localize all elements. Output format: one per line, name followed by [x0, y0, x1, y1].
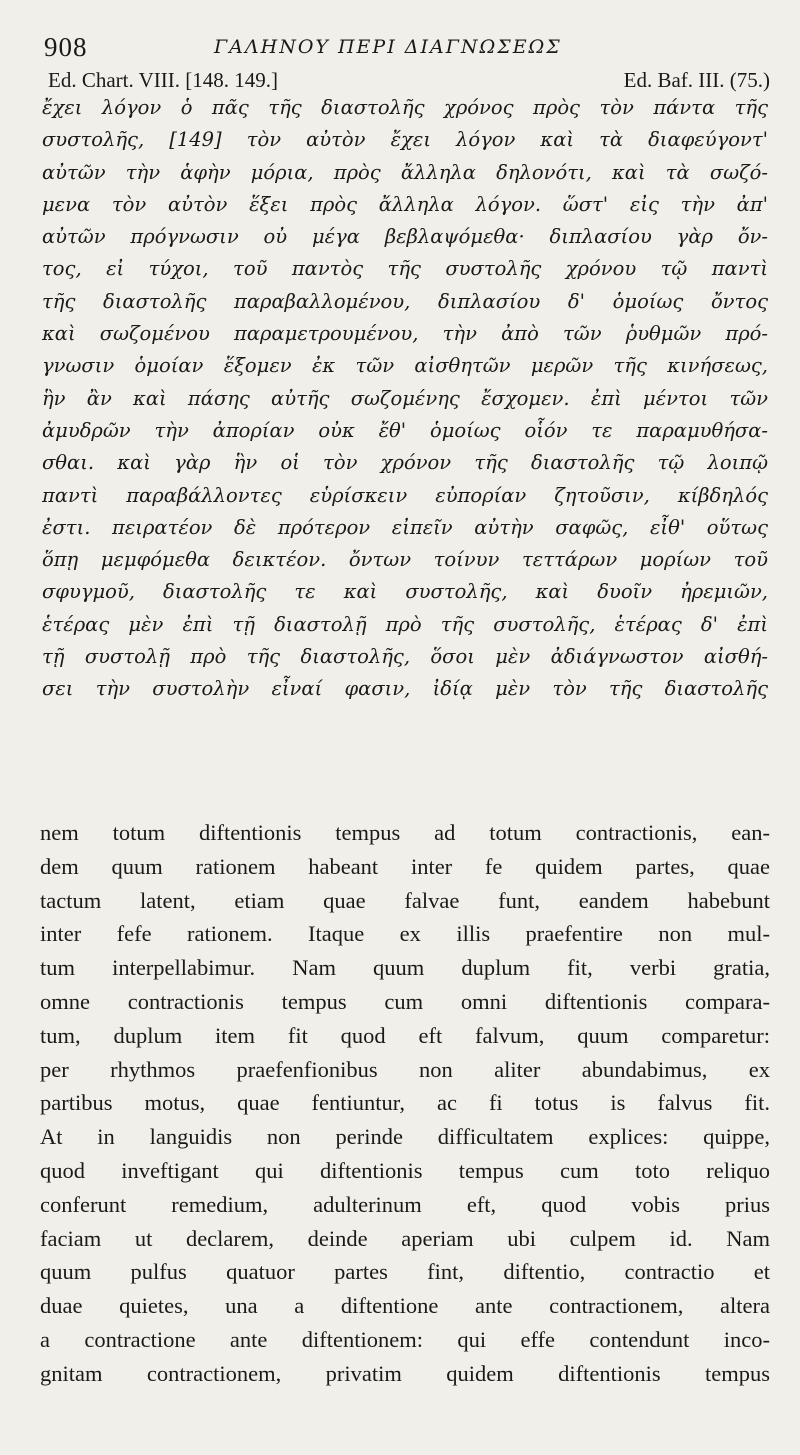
greek-text-block — [36, 92, 768, 706]
latin-text-line: inter fefe rationem. Itaque ex illis praefentire non mul- — [40, 921, 770, 947]
latin-text-line: per rhythmos praefenfionibus non aliter abundabimus, ex — [40, 1056, 770, 1082]
greek-text-line: σθαι. καὶ γὰρ ἣν οἱ τὸν χρόνον τῆς διαστολῆς τῷ λοιπῷ — [42, 451, 768, 475]
greek-text-line: σει τὴν συστολὴν εἶναί φασιν, ἰδίᾳ μὲν τὸν τῆς διαστολῆς — [42, 677, 768, 701]
latin-text-line: nem totum diftentionis tempus ad totum contractionis, ean- — [40, 820, 770, 845]
greek-text-line: ἀμυδρῶν τὴν ἀπορίαν οὐκ ἔθ' ὁμοίως οἷόν τε παραμυθήσα- — [42, 418, 768, 442]
latin-text-block — [36, 816, 770, 1391]
greek-text-line: αὐτῶν τὴν ἁφὴν μόρια, πρὸς ἄλληλα δηλονότι, καὶ τὰ σωζό- — [42, 160, 768, 184]
greek-text-line: τος, εἰ τύχοι, τοῦ παντὸς τῆς συστολῆς χρόνου τῷ παντὶ — [42, 257, 768, 281]
latin-text-line: quum pulfus quatuor partes fint, diftentio, contractio et — [40, 1259, 770, 1285]
greek-text-line: ἑτέρας μὲν ἐπὶ τῇ διαστολῇ πρὸ τῆς συστολῆς, ἑτέρας δ' ἐπὶ — [42, 612, 768, 636]
greek-text-line: αὐτῶν πρόγνωσιν οὐ μέγα βεβλαψόμεθα· διπλασίου γὰρ ὄν- — [42, 225, 768, 249]
book-page — [36, 28, 768, 1428]
latin-text-line: gnitam contractionem, privatim quidem diftentionis tempus — [40, 1360, 770, 1386]
greek-text-line: σφυγμοῦ, διαστολῆς τε καὶ συστολῆς, καὶ δυοῖν ἠρεμιῶν, — [42, 580, 768, 604]
greek-text-line: συστολῆς, [149] τὸν αὐτὸν ἔχει λόγον καὶ τὰ διαφεύγοντ' — [42, 128, 768, 152]
greek-text-line: ἐστι. πειρατέον δὲ πρότερον εἰπεῖν αὐτὴν σαφῶς, εἶθ' οὕτως — [42, 515, 768, 539]
latin-text-line: a contractione ante diftentionem: qui effe contendunt inco- — [40, 1326, 770, 1352]
latin-text-line: omne contractionis tempus cum omni diftentionis compara- — [40, 988, 770, 1014]
latin-text-line: At in languidis non perinde difficultatem explices: quippe, — [40, 1124, 770, 1150]
running-head — [36, 28, 768, 64]
greek-text-line: ὅπῃ μεμφόμεθα δεικτέον. ὄντων τοίνυν τεττάρων μορίων τοῦ — [42, 548, 768, 572]
running-title: ΓΑΛΗΝΟΥ ΠΕΡΙ ΔΙΑΓΝΩΣΕΩΣ — [214, 36, 562, 58]
edition-chartier: Ed. Chart. VIII. [148. 149.] — [48, 68, 278, 92]
page-number: 908 — [44, 32, 88, 62]
latin-text-line: conferunt remedium, adulterinum eft, quod vobis prius — [40, 1191, 770, 1217]
greek-text-line: γνωσιν ὁμοίαν ἕξομεν ἐκ τῶν αἰσθητῶν μερῶν τῆς κινήσεως, — [42, 354, 768, 378]
edition-line — [36, 64, 768, 92]
greek-text-line: τῆς διαστολῆς παραβαλλομένου, διπλασίου δ' ὁμοίως ὄντος — [42, 289, 768, 313]
latin-text-line: tum, duplum item fit quod eft falvum, quum comparetur: — [40, 1022, 770, 1048]
greek-text-line: ἔχει λόγον ὁ πᾶς τῆς διαστολῆς χρόνος πρὸς τὸν πάντα τῆς — [42, 96, 768, 119]
greek-text-line: τῇ συστολῇ πρὸ τῆς διαστολῆς, ὅσοι μὲν ἀδιάγνωστον αἰσθή- — [42, 645, 768, 669]
latin-text-line: duae quietes, una a diftentione ante contractionem, altera — [40, 1293, 770, 1319]
latin-text-line: dem quum rationem habeant inter fe quidem partes, quae — [40, 853, 770, 879]
edition-basel: Ed. Baf. III. (75.) — [623, 68, 770, 92]
latin-text-line: tum interpellabimur. Nam quum duplum fit, verbi gratia, — [40, 955, 770, 981]
latin-text-line: partibus motus, quae fentiuntur, ac fi totus is falvus fit. — [40, 1090, 770, 1116]
greek-text-line: ἣν ἂν καὶ πάσης αὐτῆς σωζομένης ἔσχομεν. ἐπὶ μέντοι τῶν — [42, 386, 768, 410]
greek-text-line: μενα τὸν αὐτὸν ἕξει πρὸς ἄλληλα λόγον. ὥστ' εἰς τὴν ἀπ' — [42, 192, 768, 216]
latin-text-line: quod inveftigant qui diftentionis tempus cum toto reliquo — [40, 1157, 770, 1183]
latin-text-line: tactum latent, etiam quae falvae funt, eandem habebunt — [40, 887, 770, 913]
greek-text-line: παντὶ παραβάλλοντες εὑρίσκειν εὐπορίαν ζητοῦσιν, κίβδηλός — [42, 483, 768, 507]
latin-text-line: faciam ut declarem, deinde aperiam ubi culpem id. Nam — [40, 1225, 770, 1251]
greek-text-line: καὶ σωζομένου παραμετρουμένου, τὴν ἀπὸ τῶν ῥυθμῶν πρό- — [42, 322, 768, 346]
